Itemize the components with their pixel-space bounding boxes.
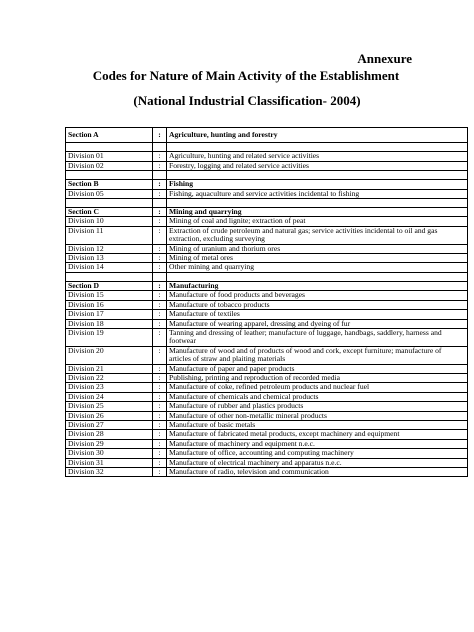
section-row — [66, 128, 468, 143]
description-cell: Manufacture of paper and paper products — [167, 364, 468, 373]
separator-cell: : — [153, 128, 167, 143]
description-cell: Manufacture of tobacco products — [167, 300, 468, 309]
separator-cell: : — [153, 402, 167, 411]
division-row — [66, 383, 468, 392]
description-cell: Publishing, printing and reproduction of recorded media — [167, 373, 468, 382]
separator-cell: : — [153, 217, 167, 226]
separator-cell: : — [153, 373, 167, 382]
description-cell: Manufacture of wood and of products of wood and cork, except furniture; manufacture of articles of straw and plaiting materials — [167, 346, 468, 364]
spacer-row — [66, 272, 468, 281]
description-cell: Manufacture of textiles — [167, 310, 468, 319]
code-cell: Division 10 — [66, 217, 153, 226]
separator-cell: : — [153, 281, 167, 290]
separator-cell: : — [153, 291, 167, 300]
code-cell: Division 16 — [66, 300, 153, 309]
code-cell: Division 19 — [66, 328, 153, 346]
description-cell: Mining of uranium and thorium ores — [167, 244, 468, 253]
section-row — [66, 281, 468, 290]
separator-cell: : — [153, 420, 167, 429]
code-cell: Division 21 — [66, 364, 153, 373]
division-row — [66, 319, 468, 328]
division-row — [66, 430, 468, 439]
code-cell: Division 31 — [66, 458, 153, 467]
section-row — [66, 208, 468, 217]
description-cell: Agriculture, hunting and related service activities — [167, 152, 468, 161]
empty-cell — [153, 199, 167, 208]
division-row — [66, 310, 468, 319]
description-cell: Manufacture of machinery and equipment n.e.c. — [167, 439, 468, 448]
separator-cell: : — [153, 189, 167, 198]
separator-cell: : — [153, 468, 167, 477]
description-cell: Manufacture of coke, refined petroleum products and nuclear fuel — [167, 383, 468, 392]
code-cell: Division 32 — [66, 468, 153, 477]
description-cell: Mining of coal and lignite; extraction of peat — [167, 217, 468, 226]
description-cell: Manufacture of basic metals — [167, 420, 468, 429]
code-cell: Division 14 — [66, 263, 153, 272]
code-cell: Division 02 — [66, 161, 153, 170]
division-row — [66, 449, 468, 458]
empty-cell — [153, 143, 167, 152]
description-cell: Forestry, logging and related service activities — [167, 161, 468, 170]
separator-cell: : — [153, 152, 167, 161]
description-cell: Fishing, aquaculture and service activities incidental to fishing — [167, 189, 468, 198]
division-row — [66, 402, 468, 411]
separator-cell: : — [153, 161, 167, 170]
code-cell: Division 17 — [66, 310, 153, 319]
division-row — [66, 300, 468, 309]
empty-cell — [66, 199, 153, 208]
separator-cell: : — [153, 208, 167, 217]
description-cell: Manufacture of food products and beverages — [167, 291, 468, 300]
document-title: Codes for Nature of Main Activity of the Establishment — [92, 68, 400, 83]
description-cell: Mining and quarrying — [167, 208, 468, 217]
empty-cell — [66, 171, 153, 180]
code-cell: Division 25 — [66, 402, 153, 411]
code-cell: Division 15 — [66, 291, 153, 300]
code-cell: Division 13 — [66, 254, 153, 263]
separator-cell: : — [153, 263, 167, 272]
division-row — [66, 161, 468, 170]
separator-cell: : — [153, 392, 167, 401]
description-cell: Manufacturing — [167, 281, 468, 290]
empty-cell — [167, 143, 468, 152]
empty-cell — [167, 272, 468, 281]
separator-cell: : — [153, 346, 167, 364]
description-cell: Manufacture of electrical machinery and apparatus n.e.c. — [167, 458, 468, 467]
division-row — [66, 392, 468, 401]
separator-cell: : — [153, 300, 167, 309]
code-cell: Division 29 — [66, 439, 153, 448]
description-cell: Manufacture of wearing apparel, dressing and dyeing of fur — [167, 319, 468, 328]
separator-cell: : — [153, 244, 167, 253]
empty-cell — [167, 199, 468, 208]
division-row — [66, 420, 468, 429]
code-cell: Division 24 — [66, 392, 153, 401]
code-cell: Section C — [66, 208, 153, 217]
code-cell: Division 11 — [66, 226, 153, 244]
code-cell: Division 26 — [66, 411, 153, 420]
code-cell: Division 22 — [66, 373, 153, 382]
separator-cell: : — [153, 254, 167, 263]
description-cell: Other mining and quarrying — [167, 263, 468, 272]
division-row — [66, 364, 468, 373]
code-cell: Division 01 — [66, 152, 153, 161]
division-row — [66, 263, 468, 272]
division-row — [66, 254, 468, 263]
description-cell: Manufacture of chemicals and chemical products — [167, 392, 468, 401]
section-row — [66, 180, 468, 189]
separator-cell: : — [153, 180, 167, 189]
description-cell: Manufacture of other non-metallic mineral products — [167, 411, 468, 420]
division-row — [66, 439, 468, 448]
division-row — [66, 244, 468, 253]
separator-cell: : — [153, 458, 167, 467]
code-cell: Division 28 — [66, 430, 153, 439]
empty-cell — [153, 272, 167, 281]
code-cell: Division 05 — [66, 189, 153, 198]
spacer-row — [66, 143, 468, 152]
code-cell: Division 12 — [66, 244, 153, 253]
separator-cell: : — [153, 439, 167, 448]
description-cell: Manufacture of rubber and plastics products — [167, 402, 468, 411]
description-cell: Manufacture of fabricated metal products, except machinery and equipment — [167, 430, 468, 439]
separator-cell: : — [153, 328, 167, 346]
classification-table-body — [66, 128, 468, 477]
code-cell: Section B — [66, 180, 153, 189]
empty-cell — [66, 143, 153, 152]
separator-cell: : — [153, 310, 167, 319]
separator-cell: : — [153, 319, 167, 328]
division-row — [66, 189, 468, 198]
description-cell: Extraction of crude petroleum and natural gas; service activities incidental to oil and gas extraction, excluding surveying — [167, 226, 468, 244]
division-row — [66, 373, 468, 382]
code-cell: Division 20 — [66, 346, 153, 364]
code-cell: Division 30 — [66, 449, 153, 458]
description-cell: Mining of metal ores — [167, 254, 468, 263]
separator-cell: : — [153, 449, 167, 458]
division-row — [66, 346, 468, 364]
code-cell: Division 23 — [66, 383, 153, 392]
empty-cell — [167, 171, 468, 180]
description-cell: Agriculture, hunting and forestry — [167, 128, 468, 143]
division-row — [66, 291, 468, 300]
division-row — [66, 458, 468, 467]
separator-cell: : — [153, 364, 167, 373]
code-cell: Section A — [66, 128, 153, 143]
code-cell: Division 27 — [66, 420, 153, 429]
description-cell: Manufacture of office, accounting and computing machinery — [167, 449, 468, 458]
classification-table — [65, 127, 468, 477]
empty-cell — [66, 272, 153, 281]
document-subtitle: (National Industrial Classification- 2004) — [133, 93, 361, 108]
division-row — [66, 411, 468, 420]
division-row — [66, 226, 468, 244]
spacer-row — [66, 171, 468, 180]
separator-cell: : — [153, 226, 167, 244]
division-row — [66, 328, 468, 346]
separator-cell: : — [153, 383, 167, 392]
empty-cell — [153, 171, 167, 180]
division-row — [66, 468, 468, 477]
description-cell: Fishing — [167, 180, 468, 189]
description-cell: Tanning and dressing of leather; manufacture of luggage, handbags, saddlery, harness and footwear — [167, 328, 468, 346]
description-cell: Manufacture of radio, television and communication — [167, 468, 468, 477]
code-cell: Division 18 — [66, 319, 153, 328]
division-row — [66, 152, 468, 161]
annexure-label: Annexure — [357, 51, 412, 66]
separator-cell: : — [153, 430, 167, 439]
spacer-row — [66, 199, 468, 208]
code-cell: Section D — [66, 281, 153, 290]
division-row — [66, 217, 468, 226]
separator-cell: : — [153, 411, 167, 420]
